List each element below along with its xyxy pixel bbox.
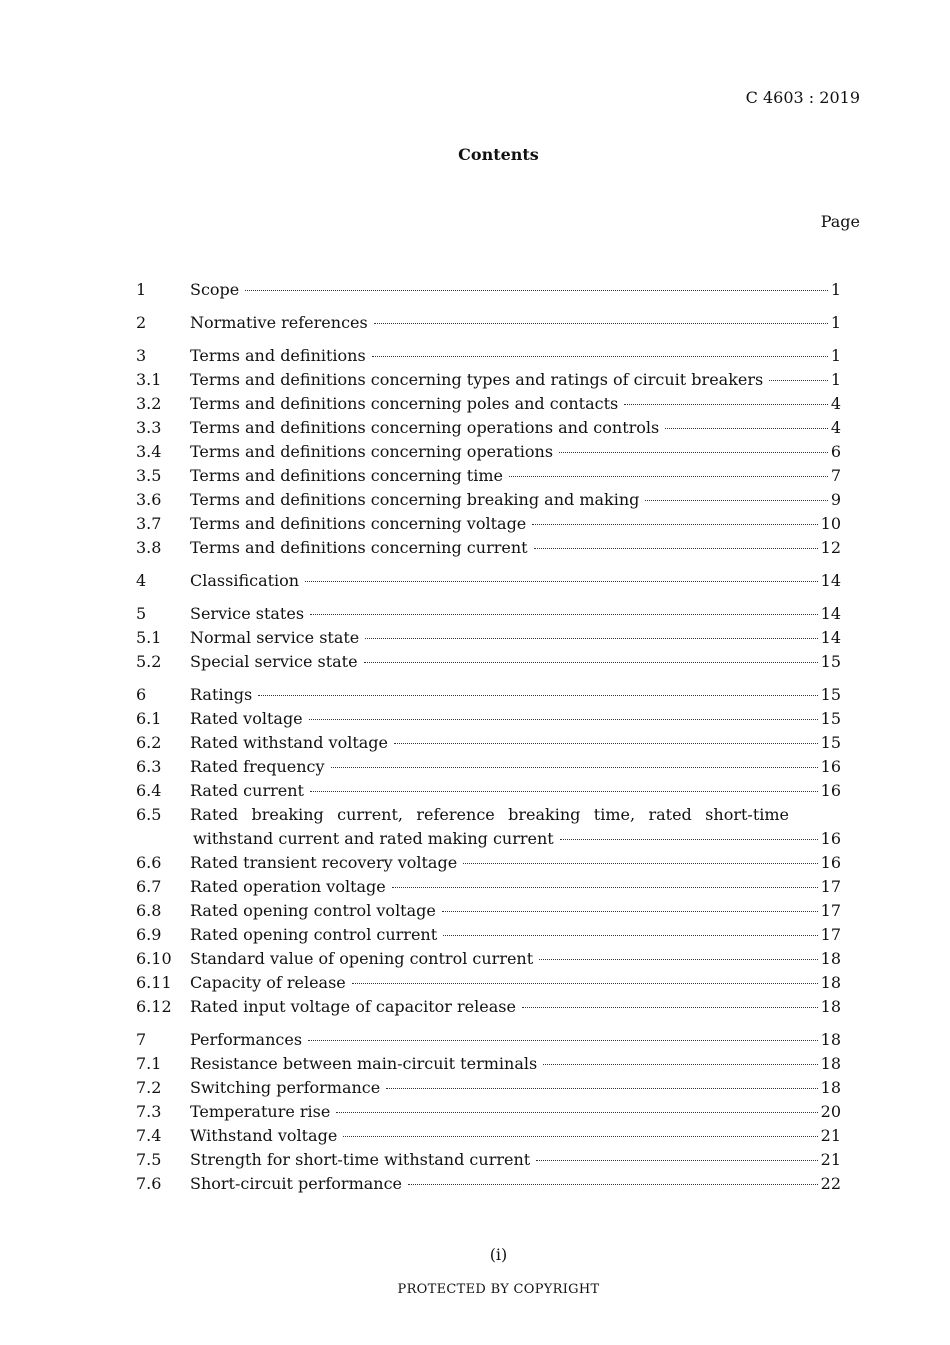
toc-entry-label: Rated opening control voltage — [190, 901, 436, 920]
toc-entry-number: 6.7 — [136, 877, 162, 896]
dot-leader — [394, 743, 818, 744]
toc-entry-label-continued: withstand current and rated making current — [193, 829, 554, 848]
toc-entry[interactable] — [136, 1172, 841, 1196]
toc-entry[interactable] — [136, 971, 841, 995]
toc-entry-number: 7.2 — [136, 1078, 162, 1097]
dot-leader — [534, 548, 818, 549]
toc-entry[interactable] — [136, 311, 841, 335]
toc-entry-page: 18 — [820, 949, 841, 968]
toc-entry-label: Scope — [190, 280, 240, 299]
toc-entry-label: Standard value of opening control current — [190, 949, 534, 968]
dot-leader — [308, 1040, 818, 1041]
toc-entry-number: 1 — [136, 280, 147, 299]
dot-leader — [509, 476, 828, 477]
dot-leader — [305, 581, 818, 582]
dot-leader — [665, 428, 828, 429]
toc-entry-label: Terms and definitions concerning time — [190, 466, 503, 485]
toc-entry-number: 3 — [136, 346, 147, 365]
dot-leader — [331, 767, 818, 768]
toc-entry-page: 14 — [820, 604, 841, 623]
toc-entry-number: 2 — [136, 313, 147, 332]
toc-entry[interactable] — [136, 1148, 841, 1172]
toc-entry-page: 16 — [820, 781, 841, 800]
toc-entry-number: 3.8 — [136, 538, 162, 557]
toc-entry-label: Rated operation voltage — [190, 877, 386, 896]
dot-leader — [443, 935, 817, 936]
dot-leader — [365, 638, 817, 639]
toc-entry-number: 6.2 — [136, 733, 162, 752]
toc-entry-label: Service states — [190, 604, 305, 623]
toc-entry[interactable] — [136, 731, 841, 755]
toc-entry-label: Rated transient recovery voltage — [190, 853, 458, 872]
toc-entry-number: 3.5 — [136, 466, 162, 485]
toc-entry-number: 3.3 — [136, 418, 162, 437]
toc-entry[interactable] — [136, 995, 841, 1019]
toc-entry-page: 12 — [820, 538, 841, 557]
toc-entry-page: 14 — [820, 628, 841, 647]
toc-entry[interactable] — [136, 1124, 841, 1148]
toc-entry-label: Rated input voltage of capacitor release — [190, 997, 516, 1016]
toc-entry[interactable] — [136, 650, 841, 674]
dot-leader — [336, 1112, 817, 1113]
dot-leader — [352, 983, 818, 984]
toc-entry-number: 6.12 — [136, 997, 172, 1016]
toc-entry[interactable] — [136, 536, 841, 560]
toc-entry[interactable] — [136, 488, 841, 512]
toc-entry[interactable] — [136, 569, 841, 593]
toc-entry-label: Terms and definitions concerning types and ratings of circuit breakers — [190, 370, 764, 389]
toc-entry[interactable] — [136, 1076, 841, 1100]
toc-entry-label: Terms and definitions concerning operations and controls — [190, 418, 660, 437]
toc-entry[interactable] — [136, 899, 841, 923]
toc-entry-label: Special service state — [190, 652, 358, 671]
toc-entry-number: 6.11 — [136, 973, 172, 992]
table-of-contents — [136, 278, 841, 1196]
dot-leader — [560, 839, 818, 840]
toc-entry-label: Strength for short-time withstand current — [190, 1150, 531, 1169]
toc-entry-page: 16 — [820, 829, 841, 848]
toc-entry-number: 5.1 — [136, 628, 162, 647]
dot-leader — [364, 662, 818, 663]
toc-entry[interactable] — [136, 875, 841, 899]
toc-entry[interactable] — [136, 368, 841, 392]
toc-entry-page: 4 — [830, 394, 841, 413]
toc-entry-label: Terms and definitions concerning operations — [190, 442, 554, 461]
toc-entry-label: Terms and definitions concerning voltage — [190, 514, 527, 533]
dot-leader — [392, 887, 818, 888]
dot-leader — [343, 1136, 817, 1137]
toc-entry-page: 18 — [820, 997, 841, 1016]
toc-entry-label: Terms and definitions concerning poles and contacts — [190, 394, 619, 413]
dot-leader — [386, 1088, 817, 1089]
page-column-label: Page — [820, 212, 860, 231]
toc-entry[interactable] — [136, 1100, 841, 1124]
dot-leader — [463, 863, 817, 864]
toc-entry[interactable] — [136, 464, 841, 488]
toc-entry-number: 4 — [136, 571, 147, 590]
toc-entry[interactable] — [136, 1028, 841, 1052]
toc-entry-number: 3.4 — [136, 442, 162, 461]
document-id: C 4603 : 2019 — [745, 88, 860, 107]
toc-entry[interactable] — [136, 803, 841, 851]
dot-leader — [309, 719, 818, 720]
toc-entry-number: 3.6 — [136, 490, 162, 509]
toc-entry-page: 17 — [820, 877, 841, 896]
toc-entry-label: Rated breaking current, reference breaking time, rated short-time — [190, 805, 789, 824]
toc-entry-number: 7.4 — [136, 1126, 162, 1145]
toc-entry-number: 7.6 — [136, 1174, 162, 1193]
toc-entry-page: 1 — [830, 313, 841, 332]
toc-entry[interactable] — [136, 755, 841, 779]
dot-leader — [536, 1160, 817, 1161]
toc-entry-page: 16 — [820, 757, 841, 776]
toc-entry-page: 15 — [820, 685, 841, 704]
dot-leader — [310, 614, 818, 615]
toc-entry[interactable] — [136, 683, 841, 707]
toc-entry[interactable] — [136, 344, 841, 368]
toc-entry-label: Temperature rise — [190, 1102, 331, 1121]
toc-entry-number: 7.5 — [136, 1150, 162, 1169]
toc-entry-page: 22 — [820, 1174, 841, 1193]
dot-leader — [543, 1064, 817, 1065]
dot-leader — [522, 1007, 818, 1008]
toc-entry-number: 6.9 — [136, 925, 162, 944]
toc-entry-label: Normative references — [190, 313, 368, 332]
toc-entry-number: 6.8 — [136, 901, 162, 920]
toc-entry-page: 6 — [830, 442, 841, 461]
dot-leader — [645, 500, 827, 501]
toc-entry-number: 3.1 — [136, 370, 162, 389]
toc-entry[interactable] — [136, 779, 841, 803]
toc-entry-label: Normal service state — [190, 628, 360, 647]
toc-entry[interactable] — [136, 278, 841, 302]
toc-entry-number: 6.1 — [136, 709, 162, 728]
toc-entry[interactable] — [136, 923, 841, 947]
toc-entry-label: Terms and definitions concerning breaking and making — [190, 490, 640, 509]
dot-leader — [442, 911, 818, 912]
toc-entry-number: 6.6 — [136, 853, 162, 872]
toc-entry[interactable] — [136, 602, 841, 626]
dot-leader — [624, 404, 828, 405]
toc-entry-number: 6.5 — [136, 805, 162, 824]
toc-entry-label: Classification — [190, 571, 300, 590]
toc-entry-number: 6.4 — [136, 781, 162, 800]
toc-entry-page: 18 — [820, 1078, 841, 1097]
toc-entry-label: Rated withstand voltage — [190, 733, 389, 752]
toc-entry-label: Rated current — [190, 781, 304, 800]
toc-entry-page: 21 — [820, 1126, 841, 1145]
toc-entry[interactable] — [136, 392, 841, 416]
toc-entry[interactable] — [136, 947, 841, 971]
copyright-notice: PROTECTED BY COPYRIGHT — [397, 1282, 600, 1297]
toc-entry-number: 6.3 — [136, 757, 162, 776]
dot-leader — [245, 290, 828, 291]
toc-entry-label: Capacity of release — [190, 973, 346, 992]
toc-entry[interactable] — [136, 512, 841, 536]
dot-leader — [258, 695, 817, 696]
toc-entry-number: 7.3 — [136, 1102, 162, 1121]
toc-entry-label: Withstand voltage — [190, 1126, 338, 1145]
toc-entry-page: 17 — [820, 901, 841, 920]
toc-entry[interactable] — [136, 707, 841, 731]
toc-entry-label: Performances — [190, 1030, 303, 1049]
toc-entry-page: 14 — [820, 571, 841, 590]
toc-entry[interactable] — [136, 416, 841, 440]
dot-leader — [769, 380, 828, 381]
toc-entry-number: 5.2 — [136, 652, 162, 671]
toc-entry-label: Ratings — [190, 685, 253, 704]
toc-entry[interactable] — [136, 1052, 841, 1076]
dot-leader — [408, 1184, 818, 1185]
toc-entry-number: 3.2 — [136, 394, 162, 413]
toc-entry-label: Terms and definitions concerning current — [190, 538, 528, 557]
dot-leader — [532, 524, 817, 525]
toc-entry-page: 18 — [820, 973, 841, 992]
toc-entry-page: 15 — [820, 733, 841, 752]
toc-entry-page: 21 — [820, 1150, 841, 1169]
toc-entry-page: 9 — [830, 490, 841, 509]
toc-entry-number: 5 — [136, 604, 147, 623]
footer-page-number: (i) — [489, 1245, 508, 1264]
toc-entry-page: 18 — [820, 1030, 841, 1049]
toc-entry-page: 4 — [830, 418, 841, 437]
dot-leader — [310, 791, 818, 792]
toc-entry[interactable] — [136, 851, 841, 875]
toc-entry-page: 15 — [820, 652, 841, 671]
toc-entry-label: Rated opening control current — [190, 925, 438, 944]
toc-entry-number: 6.10 — [136, 949, 172, 968]
toc-entry-label: Rated frequency — [190, 757, 325, 776]
toc-entry-page: 1 — [830, 346, 841, 365]
dot-leader — [372, 356, 828, 357]
toc-entry[interactable] — [136, 626, 841, 650]
dot-leader — [539, 959, 817, 960]
toc-entry-label: Resistance between main-circuit terminals — [190, 1054, 538, 1073]
toc-entry-label: Rated voltage — [190, 709, 303, 728]
toc-entry-number: 7.1 — [136, 1054, 162, 1073]
dot-leader — [374, 323, 828, 324]
toc-entry-page: 1 — [830, 280, 841, 299]
dot-leader — [559, 452, 828, 453]
toc-entry[interactable] — [136, 440, 841, 464]
toc-entry-number: 6 — [136, 685, 147, 704]
toc-entry-label: Terms and definitions — [190, 346, 366, 365]
toc-entry-page: 15 — [820, 709, 841, 728]
toc-entry-page: 7 — [830, 466, 841, 485]
toc-entry-number: 3.7 — [136, 514, 162, 533]
toc-entry-page: 17 — [820, 925, 841, 944]
toc-entry-number: 7 — [136, 1030, 147, 1049]
toc-entry-label: Short-circuit performance — [190, 1174, 403, 1193]
toc-entry-page: 1 — [830, 370, 841, 389]
toc-entry-page: 16 — [820, 853, 841, 872]
contents-title: Contents — [458, 145, 539, 164]
toc-entry-page: 10 — [820, 514, 841, 533]
toc-entry-label: Switching performance — [190, 1078, 381, 1097]
toc-entry-page: 18 — [820, 1054, 841, 1073]
toc-entry-page: 20 — [820, 1102, 841, 1121]
